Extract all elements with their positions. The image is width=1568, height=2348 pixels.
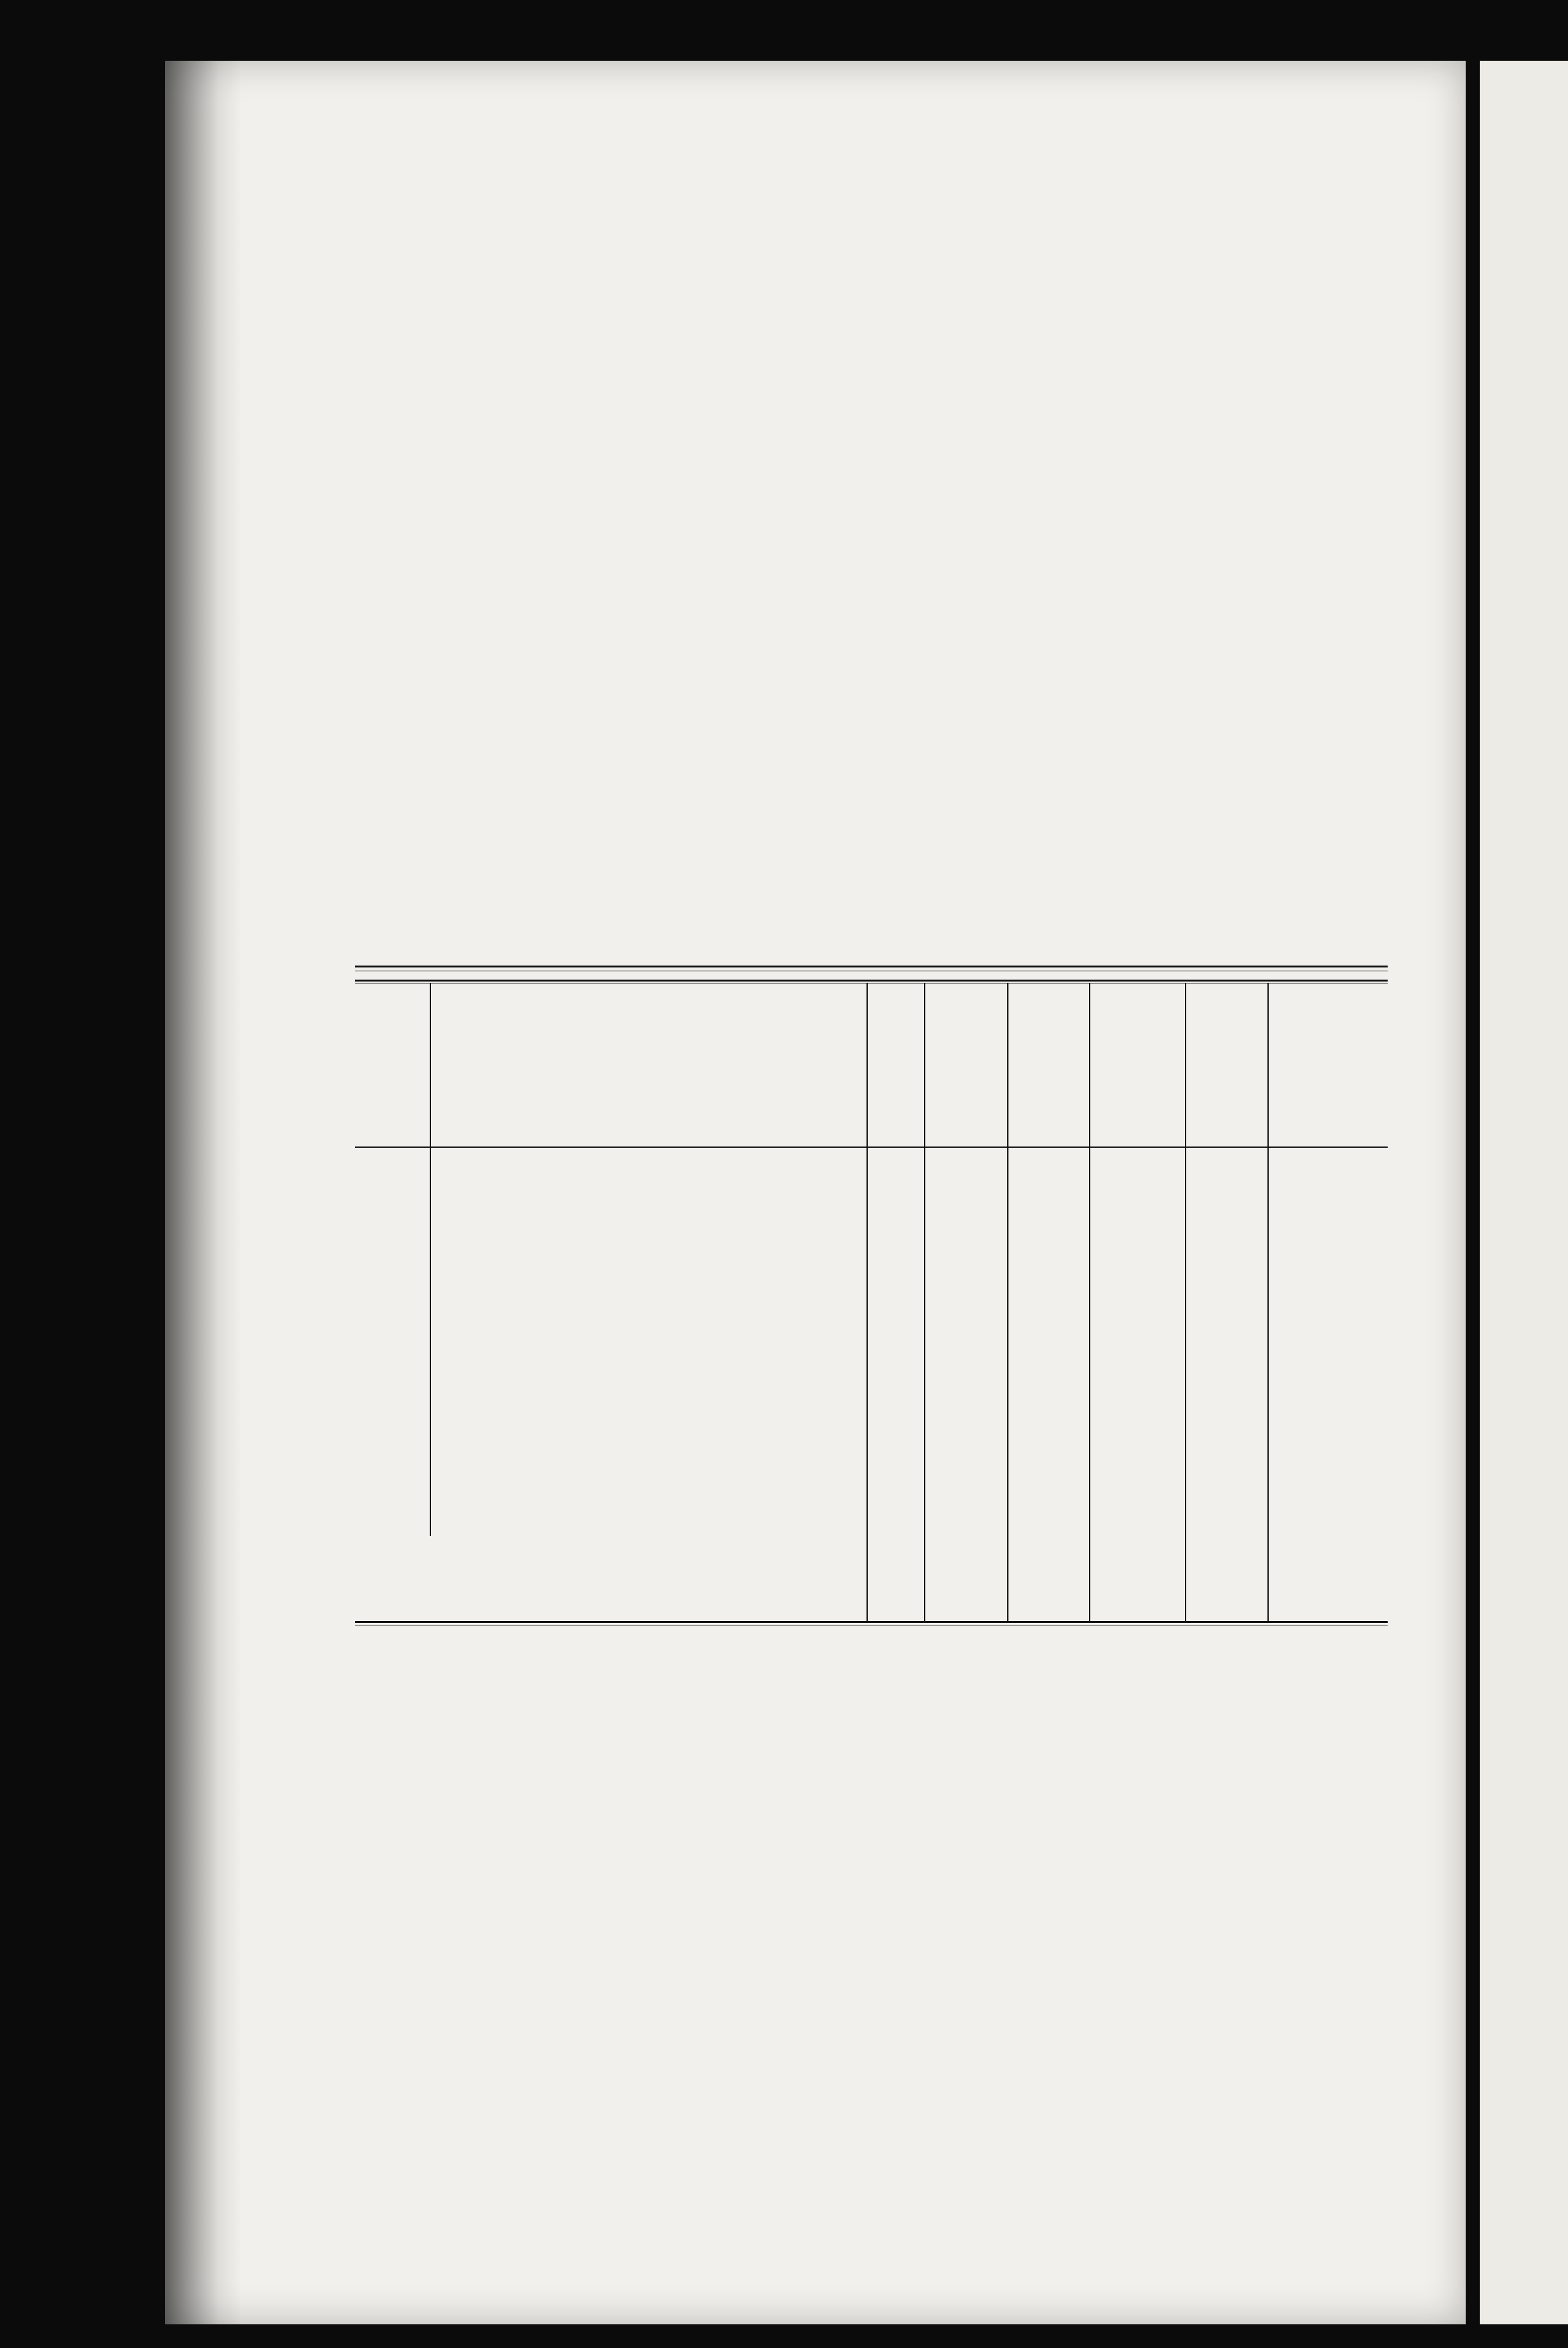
col-divider [924, 983, 925, 1621]
page-gutter [1466, 61, 1480, 2324]
col-divider [1007, 983, 1008, 1621]
adjacent-page [1480, 61, 1568, 2324]
col-divider [1267, 983, 1269, 1621]
col-divider [430, 983, 431, 1536]
table-rule-header [355, 980, 1388, 982]
col-divider [1185, 983, 1186, 1621]
table-rule-body [355, 1147, 1388, 1148]
table-rule-top [355, 966, 1388, 967]
document-page [165, 61, 1466, 2324]
col-divider [1089, 983, 1090, 1621]
col-divider [866, 983, 868, 1621]
table-rule-bottom [355, 1621, 1388, 1623]
